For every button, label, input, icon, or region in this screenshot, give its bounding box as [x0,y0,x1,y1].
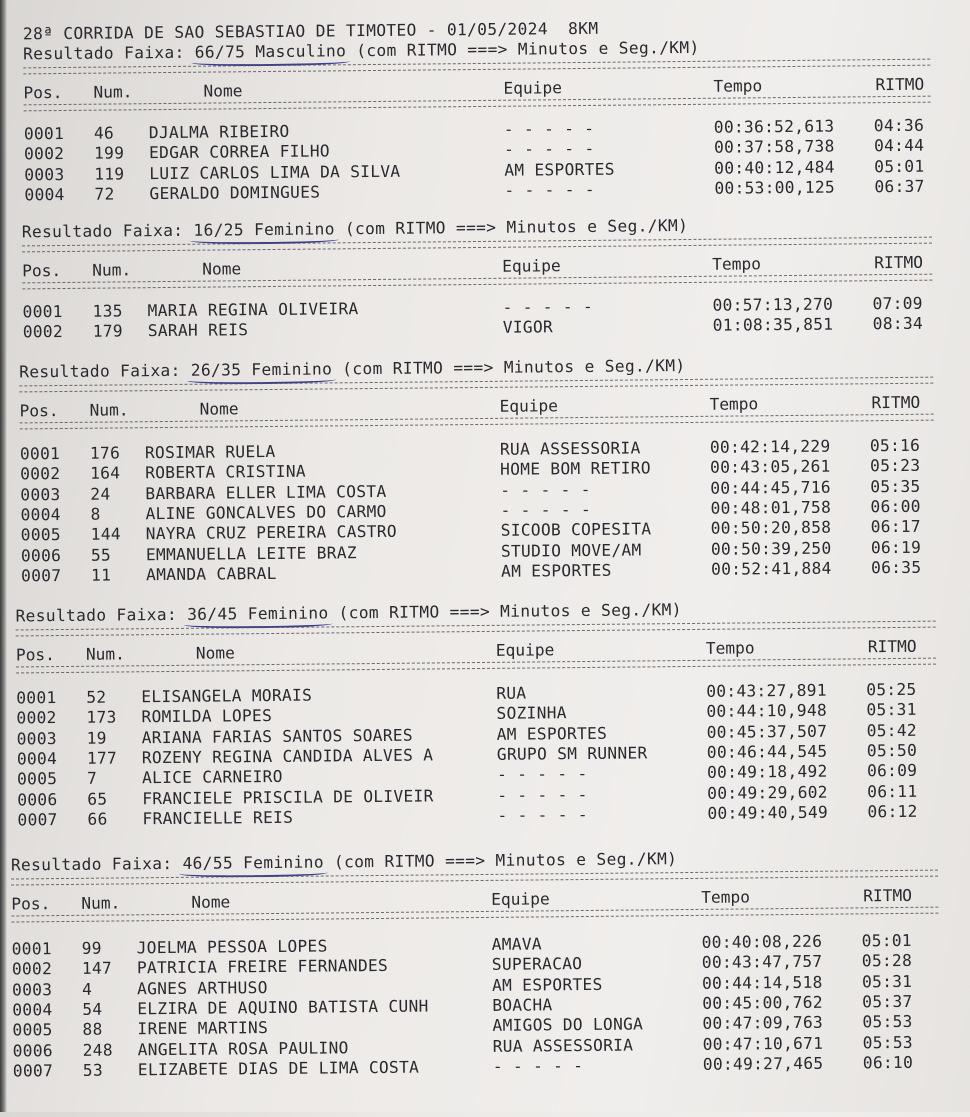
cell-num: 4 [82,979,93,999]
faixa-label: 26/35 Feminino [191,359,333,379]
cell-nome: ROSIMAR RUELA [144,441,276,463]
cell-equipe: AM ESPORTES [491,974,603,995]
cell-nome: ARIANA FARIAS SANTOS SOARES [141,725,413,747]
cell-nome: ELIZABETE DIAS DE LIMA COSTA [137,1057,420,1080]
heading-suffix: (com RITMO ===> Minutos e Seg./KM) [332,356,686,379]
cell-nome: EDGAR CORREA FILHO [148,141,330,163]
cell-tempo: 00:45:00,762 [702,992,823,1013]
heading-prefix: Resultado Faixa: [21,220,194,242]
cell-equipe: - - - - - [503,139,595,160]
heading-suffix: (com RITMO ===> Minutos e Seg./KM) [323,849,678,872]
cell-pos: 0003 [12,979,53,1000]
cell-tempo: 00:49:27,465 [702,1053,824,1074]
cell-equipe: AMIGOS DO LONGA [492,1014,644,1036]
cell-ritmo: 05:53 [862,1032,913,1052]
header-ritmo: RITMO [863,885,913,906]
header-equipe: Equipe [503,78,563,98]
header-ritmo: RITMO [875,74,925,95]
cell-equipe: - - - - - [503,118,595,139]
cell-tempo: 00:44:14,518 [701,972,823,993]
cell-tempo: 00:46:44,545 [706,741,828,762]
cell-ritmo: 04:44 [873,136,925,156]
cell-ritmo: 06:12 [867,801,918,822]
cell-nome: ALICE CARNEIRO [141,767,283,788]
cell-nome: LUIZ CARLOS LIMA DA SILVA [149,161,401,183]
header-tempo: Tempo [709,394,759,414]
cell-pos: 0004 [24,184,65,205]
cell-ritmo: 06:35 [870,557,922,578]
heading-suffix: (com RITMO ===> Minutos e Seg./KM) [346,37,700,61]
cell-nome: ELISANGELA MORAIS [141,685,313,707]
cell-num: 199 [93,143,125,163]
cell-tempo: 00:43:47,757 [701,952,823,973]
cell-ritmo: 06:10 [862,1052,914,1073]
cell-equipe: RUA ASSESSORIA [492,1035,634,1056]
cell-equipe: - - - - - [492,1055,584,1076]
cell-num: 7 [86,768,98,788]
cell-nome: JOELMA PESSOA LOPES [136,936,328,958]
header-equipe: Equipe [495,640,555,660]
header-pos: Pos. [11,894,51,914]
cell-pos: 0006 [20,545,62,565]
cell-tempo: 00:44:45,716 [710,477,831,498]
header-nome: Nome [191,892,231,912]
cell-num: 8 [90,504,101,524]
cell-nome: ELZIRA DE AQUINO BATISTA CUNH [137,996,429,1019]
cell-tempo: 00:45:37,507 [706,721,828,742]
cell-ritmo: 04:36 [873,115,925,136]
cell-tempo: 00:48:01,758 [710,497,832,518]
cell-num: 46 [93,123,115,143]
cell-pos: 0001 [16,688,57,708]
cell-num: 177 [86,748,118,768]
cell-num: 52 [86,687,107,707]
heading-prefix: Resultado Faixa: [15,604,188,626]
cell-equipe: - - - - - [496,764,588,785]
cell-num: 176 [89,443,121,463]
cell-equipe: - - - - - [502,296,594,317]
cell-equipe: GRUPO SM RUNNER [496,743,648,764]
race-title: 28ª CORRIDA DE SAO SEBASTIAO DE TIMOTEO - 01/05/2024 8KM [22,18,599,44]
cell-pos: 0003 [16,728,57,749]
cell-equipe: SOZINHA [496,703,567,724]
section-heading [11,849,678,875]
cell-ritmo: 05:37 [862,991,913,1012]
cell-tempo: 00:49:18,492 [706,761,828,783]
cell-ritmo: 05:01 [874,156,925,176]
cell-num: 144 [90,524,121,544]
cell-nome: BARBARA ELLER LIMA COSTA [145,481,387,503]
cell-pos: 0003 [20,484,61,505]
header-tempo: Tempo [713,76,763,96]
cell-tempo: 00:40:12,484 [714,157,835,178]
cell-nome: NAYRA CRUZ PEREIRA CASTRO [145,521,397,544]
heading-suffix: (com RITMO ===> Minutos e Seg./KM) [328,600,682,623]
cell-equipe: RUA [496,683,527,703]
section-heading [19,356,686,382]
heading-prefix: Resultado Faixa: [23,42,195,64]
cell-nome: ROZENY REGINA CANDIDA ALVES A [141,745,434,768]
faixa-label: 46/55 Feminino [182,853,324,873]
faixa-label: 36/45 Feminino [187,603,329,623]
cell-nome: IRENE MARTINS [137,1018,269,1039]
cell-pos: 0005 [20,525,62,545]
cell-num: 164 [90,463,121,484]
cell-equipe: - - - - - [500,479,591,500]
cell-num: 53 [82,1060,104,1080]
cell-equipe: - - - - - [504,179,595,200]
cell-ritmo: 05:01 [861,930,912,951]
cell-pos: 0007 [21,565,62,586]
header-nome: Nome [195,643,235,663]
header-equipe: Equipe [502,256,561,276]
header-pos: Pos. [22,261,62,281]
cell-tempo: 00:42:14,229 [709,436,831,457]
cell-tempo: 00:52:41,884 [711,558,832,579]
cell-nome: FRANCIELE PRISCILA DE OLIVEIR [142,785,434,808]
cell-nome: ALINE GONCALVES DO CARMO [145,501,387,524]
header-ritmo: RITMO [871,392,921,413]
cell-equipe: RUA ASSESSORIA [499,438,641,459]
cell-num: 119 [94,163,125,184]
cell-pos: 0002 [20,464,61,484]
cell-num: 135 [92,301,123,321]
header-tempo: Tempo [705,638,755,658]
cell-ritmo: 06:09 [866,761,918,781]
cell-tempo: 00:50:20,858 [710,517,832,538]
cell-num: 72 [94,184,115,204]
cell-num: 248 [82,1040,113,1060]
heading-prefix: Resultado Faixa: [10,853,183,875]
cell-pos: 0004 [16,748,58,769]
cell-tempo: 00:57:13,270 [712,294,834,315]
cell-tempo: 00:47:10,671 [702,1033,824,1054]
cell-pos: 0006 [12,1040,53,1061]
cell-pos: 0002 [16,708,57,728]
cell-pos: 0002 [11,959,53,979]
cell-equipe: BOACHA [492,995,553,1015]
cell-nome: ANGELITA ROSA PAULINO [137,1037,349,1059]
cell-nome: PATRICIA FREIRE FERNANDES [136,956,389,978]
cell-pos: 0002 [22,322,64,342]
cell-ritmo: 06:17 [870,516,922,537]
cell-ritmo: 05:42 [866,720,917,740]
cell-equipe: SUPERACAO [491,954,583,975]
heading-suffix: (com RITMO ===> Minutos e Seg./KM) [334,215,689,239]
cell-num: 99 [81,938,102,958]
cell-tempo: 00:43:05,261 [710,456,831,478]
header-nome: Nome [203,81,243,101]
header-pos: Pos. [19,401,59,421]
header-equipe: Equipe [499,396,559,416]
cell-equipe: SICOOB COPESITA [500,519,652,540]
cell-equipe: - - - - - [497,784,588,805]
cell-num: 11 [91,565,112,585]
header-pos: Pos. [23,82,63,103]
section-heading [22,216,689,242]
cell-equipe: AM ESPORTES [496,723,608,744]
header-pos: Pos. [15,645,55,665]
cell-ritmo: 05:35 [870,476,921,496]
cell-tempo: 00:50:39,250 [710,538,832,559]
header-tempo: Tempo [701,887,751,907]
header-nome: Nome [202,259,242,279]
cell-equipe: AMAVA [491,934,543,954]
header-num: Num. [85,644,125,664]
cell-tempo: 00:43:27,891 [706,680,827,701]
header-num: Num. [92,260,132,280]
cell-pos: 0001 [23,123,65,144]
cell-nome: ROMILDA LOPES [141,706,273,727]
cell-nome: EMMANUELLA LEITE BRAZ [145,542,357,564]
cell-nome: SARAH REIS [147,320,249,341]
cell-pos: 0002 [23,144,65,164]
cell-pos: 0005 [16,769,58,789]
header-ritmo: RITMO [874,252,923,273]
cell-num: 19 [86,728,107,748]
cell-equipe: STUDIO MOVE/AM [500,539,642,561]
cell-ritmo: 05:31 [866,700,917,720]
header-num: Num. [89,400,129,420]
header-num: Num. [93,82,133,102]
faixa-label: 66/75 Masculino [195,41,347,61]
cell-num: 54 [82,999,103,1019]
header-ritmo: RITMO [867,636,917,657]
cell-ritmo: 05:31 [861,971,913,991]
cell-nome: AMANDA CABRAL [146,563,277,585]
cell-equipe: VIGOR [502,317,554,338]
cell-tempo: 00:49:40,549 [707,802,829,823]
cell-nome: FRANCIELLE REIS [142,807,294,829]
heading-prefix: Resultado Faixa: [19,360,191,382]
cell-pos: 0006 [17,789,58,809]
cell-pos: 0001 [11,939,52,959]
cell-equipe: - - - - - [500,499,592,520]
cell-num: 88 [82,1019,103,1040]
cell-num: 55 [90,545,112,565]
cell-num: 179 [92,321,124,342]
cell-ritmo: 06:19 [870,537,922,557]
cell-ritmo: 05:25 [866,679,917,700]
cell-tempo: 00:37:58,738 [713,136,835,158]
cell-equipe: - - - - - [497,804,588,825]
cell-nome: ROBERTA CRISTINA [145,461,306,483]
cell-ritmo: 07:09 [872,293,923,314]
cell-ritmo: 08:34 [872,314,924,334]
cell-pos: 0001 [19,444,61,464]
cell-pos: 0005 [12,1020,53,1040]
header-equipe: Equipe [491,889,550,909]
cell-tempo: 00:40:08,226 [701,931,823,952]
cell-ritmo: 06:37 [874,176,925,197]
cell-ritmo: 05:53 [862,1012,913,1032]
cell-num: 147 [81,958,113,979]
cell-num: 66 [87,809,108,829]
section-heading [15,600,682,626]
cell-tempo: 00:36:52,613 [713,116,835,137]
cell-equipe: AM ESPORTES [501,560,612,581]
cell-ritmo: 05:28 [861,951,913,971]
faixa-label: 16/25 Feminino [193,219,335,239]
cell-ritmo: 05:50 [866,740,918,761]
cell-pos: 0001 [22,301,63,322]
cell-equipe: AM ESPORTES [504,159,615,180]
header-nome: Nome [199,399,239,419]
cell-ritmo: 05:23 [870,456,921,476]
header-num: Num. [81,893,121,913]
cell-pos: 0007 [12,1060,54,1081]
cell-tempo: 00:53:00,125 [714,177,836,198]
cell-equipe: HOME BOM RETIRO [500,458,651,480]
cell-pos: 0007 [17,809,58,830]
cell-ritmo: 05:16 [869,435,921,456]
cell-nome: DJALMA RIBEIRO [148,121,290,143]
cell-pos: 0004 [12,1000,53,1020]
cell-nome: MARIA REGINA OLIVEIRA [147,299,359,321]
cell-pos: 0004 [20,504,61,525]
cell-nome: GERALDO DOMINGUES [149,182,321,204]
cell-tempo: 00:49:29,602 [707,782,828,803]
cell-tempo: 01:08:35,851 [712,314,834,336]
cell-num: 65 [87,789,108,809]
cell-ritmo: 06:11 [867,781,918,801]
cell-num: 173 [86,707,117,728]
cell-pos: 0003 [24,164,65,184]
cell-ritmo: 06:00 [870,496,921,517]
cell-num: 24 [90,484,111,504]
cell-nome: AGNES ARTHUSO [137,977,268,998]
cell-tempo: 00:44:10,948 [706,700,828,722]
header-tempo: Tempo [712,254,761,274]
cell-tempo: 00:47:09,763 [702,1012,824,1034]
